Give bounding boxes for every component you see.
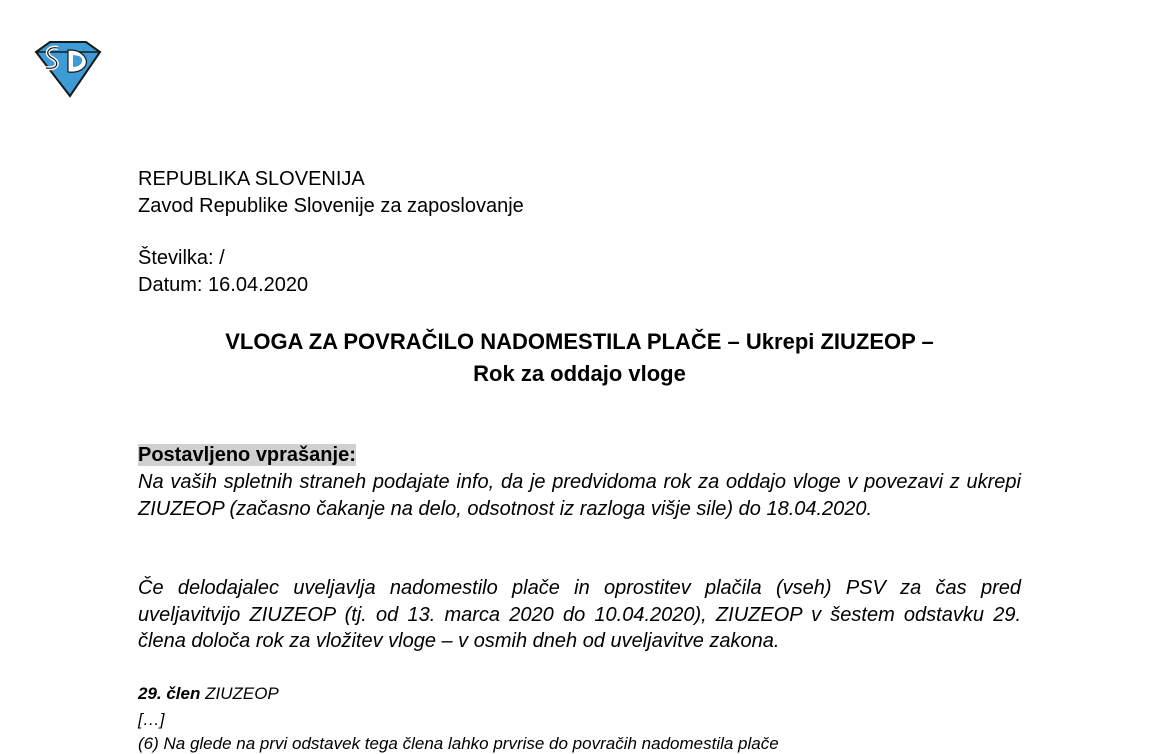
cutoff-line: (6) Na glede na prvi odstavek tega člena lahko prvrise do povračih nadomestila plače bbox=[138, 734, 779, 753]
document-title bbox=[138, 326, 1021, 390]
article-number: 29. člen bbox=[138, 684, 201, 703]
question-label: Postavljeno vprašanje: bbox=[138, 444, 356, 466]
title-line-2: Rok za oddajo vloge bbox=[473, 361, 686, 386]
header-institution: Zavod Republike Slovenije za zaposlovanje bbox=[138, 195, 524, 217]
article-reference bbox=[138, 684, 279, 704]
question-paragraph-1: Na vaših spletnih straneh podajate info, da je predvidoma rok za oddajo vloge v povezavi z ukrepi ZIUZEOP (začasno čakanje na delo, odsotnost iz razloga višje sile) do 18.04.2020. bbox=[138, 471, 1021, 520]
document-date: Datum: 16.04.2020 bbox=[138, 274, 309, 296]
title-line-1: VLOGA ZA POVRAČILO NADOMESTILA PLAČE – Ukrepi ZIUZEOP – bbox=[225, 329, 934, 354]
sd-logo bbox=[30, 38, 104, 100]
question-label-wrap bbox=[138, 442, 356, 468]
document-number: Številka: / bbox=[138, 247, 225, 269]
question-paragraph-2: Če delodajalec uveljavlja nadomestilo plače in oprostitev plačila (vseh) PSV za čas pred uveljavitvijo ZIUZEOP (tj. od 13. marca 2020 do 10.04.2020), ZIUZEOP v šestem odstavku 29. člena določa rok za vložitev vloge – v osmih dneh od uveljavitve zakona. bbox=[138, 577, 1021, 652]
ellipsis: […] bbox=[138, 710, 165, 729]
header-republic: REPUBLIKA SLOVENIJA bbox=[138, 168, 365, 190]
article-law: ZIUZEOP bbox=[200, 684, 279, 703]
